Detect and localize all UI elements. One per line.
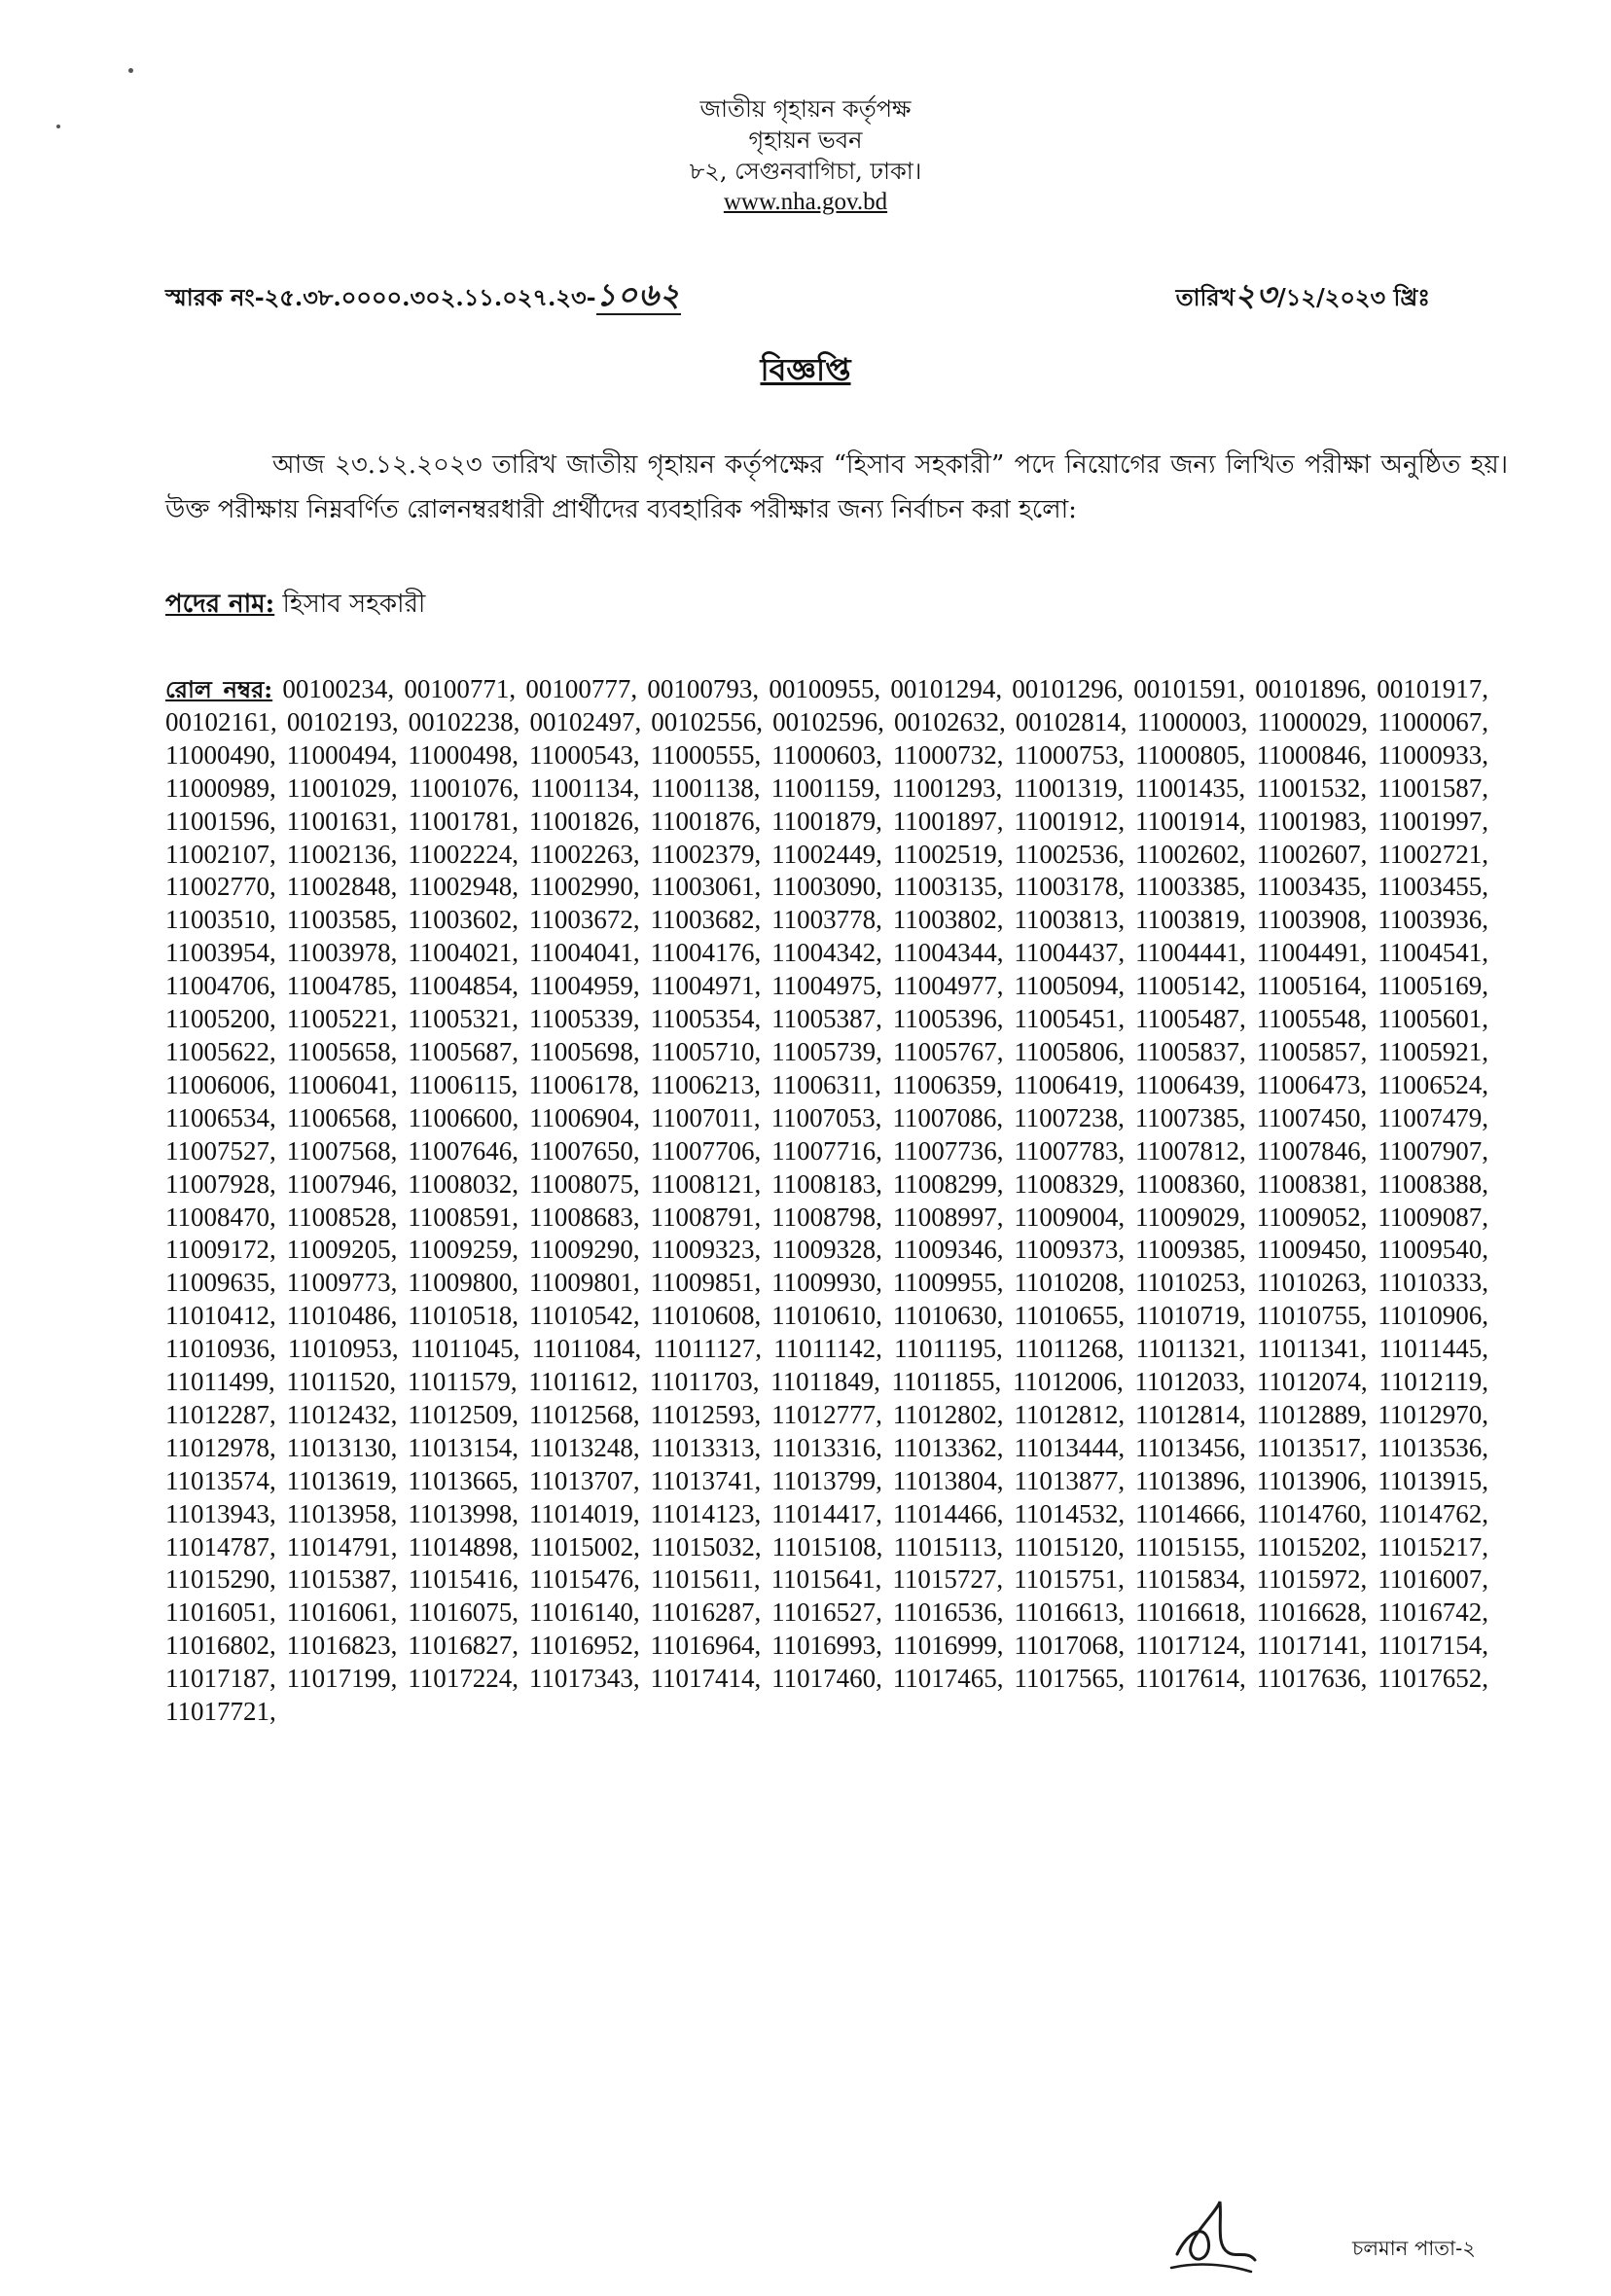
memo-date: [1176, 270, 1430, 323]
post-value: হিসাব সহকারী: [282, 590, 426, 619]
memo-number: [165, 270, 681, 323]
signature-mark: [1158, 2194, 1265, 2281]
scan-speck: [56, 125, 60, 128]
roll-label: রোল নম্বর:: [165, 675, 273, 703]
date-prefix: তারিখ: [1175, 283, 1235, 311]
continued-page-note: চলমান পাতা-২: [1352, 2237, 1476, 2260]
post-name-line: [165, 584, 425, 627]
notice-title: বিজ্ঞপ্তি: [760, 351, 851, 388]
address: ৮২, সেগুনবাগিচা, ঢাকা।: [689, 158, 922, 185]
memo-handwritten-number: ১০৬২: [595, 276, 681, 313]
memo-prefix: স্মারক নং-২৫.৩৮.০০০০.৩০২.১১.০২৭.২৩-: [165, 283, 596, 311]
org-name: জাতীয় গৃহায়ন কর্তৃপক্ষ: [699, 95, 912, 123]
reference-row: [165, 270, 1430, 313]
scan-speck: [128, 68, 133, 73]
roll-numbers: 00100234, 00100771, 00100777, 00100793, 00100955, 00101294, 00101296, 00101591, 00101896, 00101917, 00102161, 00102193, 00102238, 00102497, 00102556, 00102596, 00102632, 00102814, 11000003, 11000029, 11000067, 11000490, 11000494, 11000498, 11000543, 11000555, 11000603, 11000732, 11000753, 11000805, 11000846, 11000933, 11000989, 11001029, 11001076, 11001134, 11001138, 11001159, 11001293, 11001319, 11001435, 11001532, 11001587, 11001596, 11001631, 11001781, 11001826, 11001876, 11001879, 11001897, 11001912, 11001914, 11001983, 11001997, 11002107, 11002136, 11002224, 11002263, 11002379, 11002449, 11002519, 11002536, 11002602, 11002607, 11002721, 11002770, 11002848, 11002948, 11002990, 11003061, 11003090, 11003135, 11003178, 11003385, 11003435, 11003455, 11003510, 11003585, 11003602, 11003672, 11003682, 11003778, 11003802, 11003813, 11003819, 11003908, 11003936, 11003954, 11003978, 11004021, 11004041, 11004176, 11004342, 11004344, 11004437, 11004441, 11004491, 11004541, 11004706, 11004785, 11004854, 11004959, 11004971, 11004975, 11004977, 11005094, 11005142, 11005164, 11005169, 11005200, 11005221, 11005321, 11005339, 11005354, 11005387, 11005396, 11005451, 11005487, 11005548, 11005601, 11005622, 11005658, 11005687, 11005698, 11005710, 11005739, 11005767, 11005806, 11005837, 11005857, 11005921, 11006006, 11006041, 11006115, 11006178, 11006213, 11006311, 11006359, 11006419, 11006439, 11006473, 11006524, 11006534, 11006568, 11006600, 11006904, 11007011, 11007053, 11007086, 11007238, 11007385, 11007450, 11007479, 11007527, 11007568, 11007646, 11007650, 11007706, 11007716, 11007736, 11007783, 11007812, 11007846, 11007907, 11007928, 11007946, 11008032, 11008075, 11008121, 11008183, 11008299, 11008329, 11008360, 11008381, 11008388, 11008470, 11008528, 11008591, 11008683, 11008791, 11008798, 11008997, 11009004, 11009029, 11009052, 11009087, 11009172, 11009205, 11009259, 11009290, 11009323, 11009328, 11009346, 11009373, 11009385, 11009450, 11009540, 11009635, 11009773, 11009800, 11009801, 11009851, 11009930, 11009955, 11010208, 11010253, 11010263, 11010333, 11010412, 11010486, 11010518, 11010542, 11010608, 11010610, 11010630, 11010655, 11010719, 11010755, 11010906, 11010936, 11010953, 11011045, 11011084, 11011127, 11011142, 11011195, 11011268, 11011321, 11011341, 11011445, 11011499, 11011520, 11011579, 11011612, 11011703, 11011849, 11011855, 11012006, 11012033, 11012074, 11012119, 11012287, 11012432, 11012509, 11012568, 11012593, 11012777, 11012802, 11012812, 11012814, 11012889, 11012970, 11012978, 11013130, 11013154, 11013248, 11013313, 11013316, 11013362, 11013444, 11013456, 11013517, 11013536, 11013574, 11013619, 11013665, 11013707, 11013741, 11013799, 11013804, 11013877, 11013896, 11013906, 11013915, 11013943, 11013958, 11013998, 11014019, 11014123, 11014417, 11014466, 11014532, 11014666, 11014760, 11014762, 11014787, 11014791, 11014898, 11015002, 11015032, 11015108, 11015113, 11015120, 11015155, 11015202, 11015217, 11015290, 11015387, 11015416, 11015476, 11015611, 11015641, 11015727, 11015751, 11015834, 11015972, 11016007, 11016051, 11016061, 11016075, 11016140, 11016287, 11016527, 11016536, 11016613, 11016618, 11016628, 11016742, 11016802, 11016823, 11016827, 11016952, 11016964, 11016993, 11016999, 11017068, 11017124, 11017141, 11017154, 11017187, 11017199, 11017224, 11017343, 11017414, 11017460, 11017465, 11017565, 11017614, 11017636, 11017652, 11017721,: [165, 674, 1488, 1727]
letterhead: [0, 93, 1611, 218]
website-link[interactable]: www.nha.gov.bd: [723, 189, 888, 215]
roll-number-list: [165, 673, 1488, 1729]
post-label: পদের নাম:: [165, 590, 275, 619]
date-suffix: /১২/২০২৩ খ্রিঃ: [1277, 283, 1430, 311]
intro-paragraph: আজ ২৩.১২.২০২৩ তারিখ জাতীয় গৃহায়ন কর্তৃপক্ষের “হিসাব সহকারী” পদে নিয়োগের জন্য লিখিত পরীক্ষা অনুষ্ঠিত হয়। উক্ত পরীক্ষায় নিম্নবর্ণিত রোলনম্বরধারী প্রার্থীদের ব্যবহারিক পরীক্ষার জন্য নির্বাচন করা হলো:: [165, 450, 1508, 524]
building-name: গৃহায়ন ভবন: [748, 126, 863, 154]
date-handwritten-day: ২৩: [1235, 276, 1277, 313]
